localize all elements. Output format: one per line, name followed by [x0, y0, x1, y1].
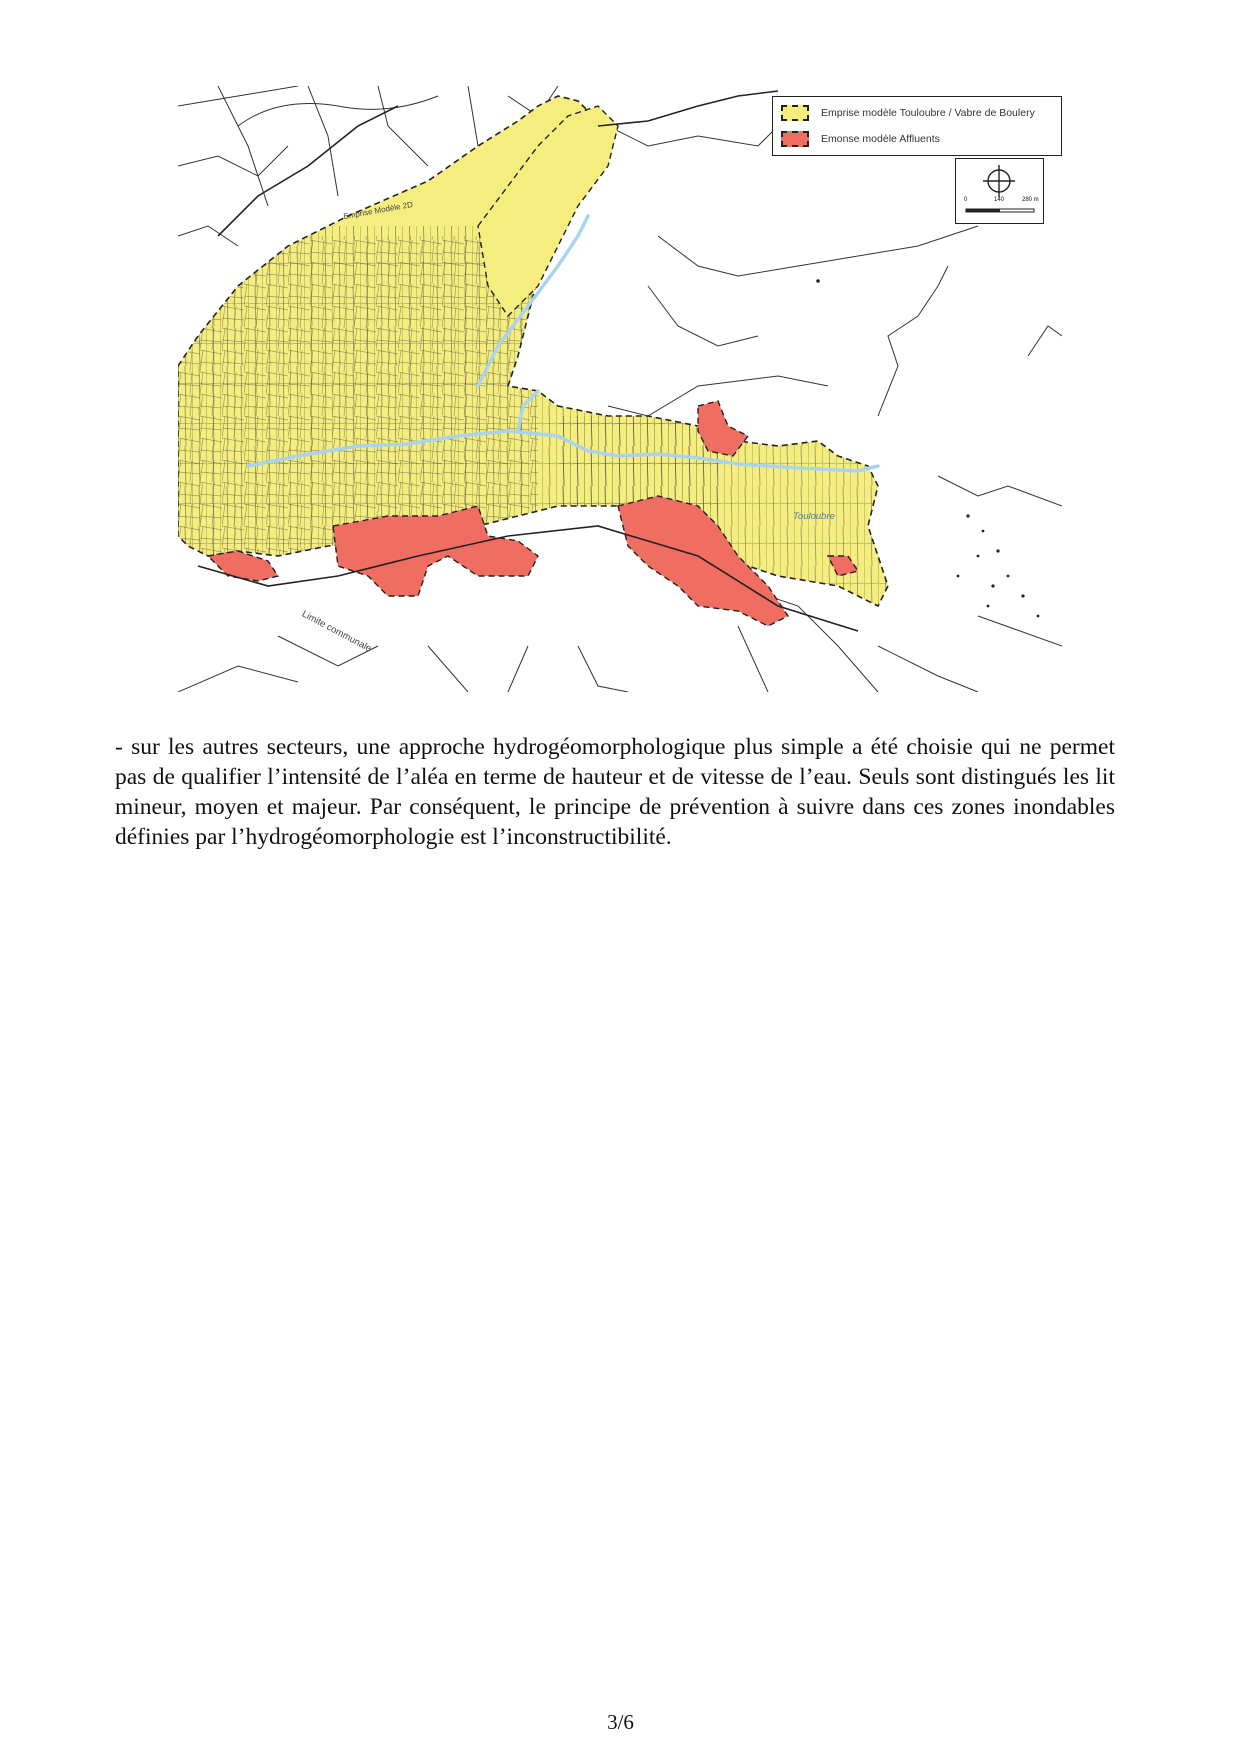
scale-label-140: 140	[994, 197, 1005, 203]
flood-zone-map	[178, 86, 1062, 692]
model-label: Emprise Modèle 2D	[342, 199, 414, 222]
map-drawing	[178, 86, 1062, 692]
legend-label: Emonse modèle Affluents	[821, 133, 940, 145]
map-legend	[772, 96, 1062, 156]
legend-swatch-red	[781, 131, 809, 147]
compass-icon	[956, 159, 1042, 221]
limit-label: Limite communale	[299, 608, 374, 655]
legend-swatch-yellow	[781, 105, 809, 121]
north-arrow-scale	[955, 158, 1044, 224]
legend-item-affluents	[781, 129, 940, 149]
page-number: 3/6	[607, 1710, 634, 1734]
scale-label-0: 0	[964, 197, 968, 203]
body-paragraph: - sur les autres secteurs, une approche hydrogéomorphologique plus simple a été choisie qui ne permet pas de qualifier l’intensité de l’aléa en terme de hauteur et de vitesse de l’eau. Seuls sont distingués les lit mineur, moyen et majeur. Par conséquent, le principe de prévention à suivre dans ces zones inondables définies par l’hydrogéomorphologie est l’inconstructibilité.	[115, 734, 1115, 850]
legend-label: Emprise modèle Touloubre / Vabre de Boulery	[821, 107, 1035, 119]
scale-label-280: 280 m	[1022, 197, 1039, 203]
legend-item-main	[781, 103, 1035, 123]
river-label: Touloubre	[793, 511, 835, 522]
